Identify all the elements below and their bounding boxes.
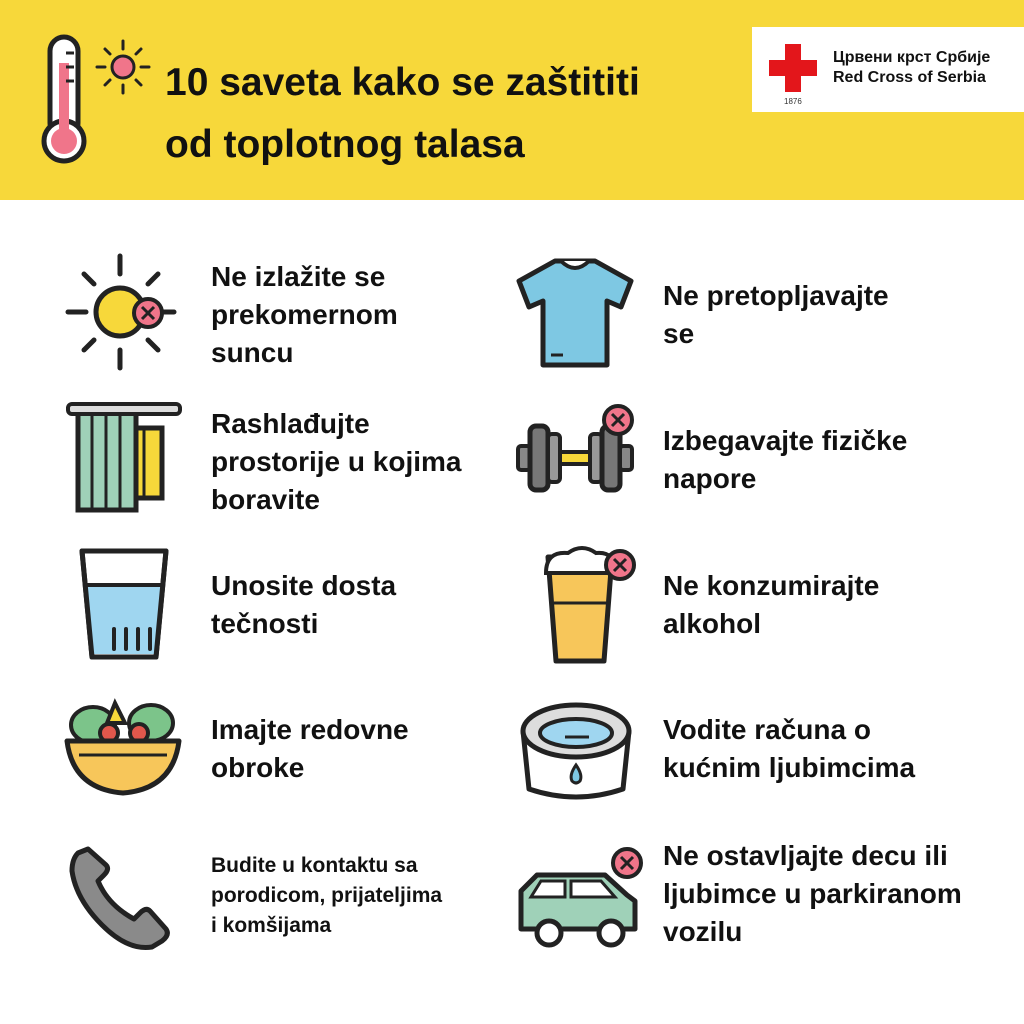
tip-meals-line-2: obroke (211, 752, 305, 783)
tip-water-line-1: Unosite dosta (211, 570, 397, 601)
tip-pets (663, 711, 915, 787)
red-cross-logo (752, 27, 1024, 112)
tip-sun-line-2: prekomernom (211, 299, 398, 330)
tip-water (211, 567, 396, 643)
tip-clothes-line-2: se (663, 318, 695, 349)
tip-car (663, 837, 962, 951)
dumbbell-x-icon (516, 402, 638, 497)
tip-alcohol-line-1: Ne konzumirajte (663, 570, 880, 601)
tip-contact (211, 851, 442, 941)
title-line-1: 10 saveta kako se zaštititi (165, 61, 640, 104)
tip-contact-line-1: Budite u kontaktu sa (211, 854, 418, 877)
header-banner (0, 0, 1024, 200)
tip-sun (211, 258, 398, 372)
title-line-2: od toplotnog talasa (165, 123, 525, 166)
tip-car-line-2: ljubimce u parkiranom (663, 878, 962, 909)
logo-name-cyrillic: Црвени крст Србије (833, 49, 991, 66)
tip-sun-line-1: Ne izlažite se (211, 261, 386, 292)
tip-rooms-line-2: prostorije u kojima (211, 446, 462, 477)
tip-alcohol (663, 567, 879, 643)
tip-exercise-line-1: Izbegavajte fizičke (663, 425, 908, 456)
tip-contact-line-2: porodicom, prijateljima (211, 884, 443, 907)
tip-exercise (663, 422, 907, 498)
tip-water-line-2: tečnosti (211, 608, 319, 639)
thermometer-icon (36, 33, 92, 168)
page-title (165, 52, 640, 176)
tip-rooms-line-1: Rashlađujte (211, 408, 370, 439)
car-x-icon (515, 845, 645, 951)
tip-clothes-line-1: Ne pretopljavajte (663, 280, 889, 311)
sun-icon (94, 38, 152, 96)
tip-pets-line-1: Vodite računa o (663, 714, 871, 745)
salad-bowl-icon (63, 693, 183, 801)
tip-car-line-3: vozilu (663, 916, 743, 947)
tip-contact-line-3: i komšijama (211, 914, 332, 937)
tip-exercise-line-2: napore (663, 463, 757, 494)
beer-x-icon (538, 543, 638, 665)
tip-rooms (211, 405, 462, 519)
tip-car-line-1: Ne ostavljajte decu ili (663, 840, 948, 871)
tip-meals-line-1: Imajte redovne (211, 714, 409, 745)
tshirt-icon (515, 255, 635, 370)
water-glass-icon (76, 545, 172, 663)
logo-year: 1876 (784, 97, 802, 106)
tip-pets-line-2: kućnim ljubimcima (663, 752, 916, 783)
red-cross-icon (769, 44, 817, 92)
phone-icon (68, 843, 172, 951)
pet-bowl-icon (517, 697, 635, 805)
tip-sun-line-3: suncu (211, 337, 294, 368)
tip-alcohol-line-2: alkohol (663, 608, 762, 639)
tip-rooms-line-3: boravite (211, 484, 320, 515)
tip-meals (211, 711, 409, 787)
sun-x-icon (62, 252, 182, 372)
logo-name-latin: Red Cross of Serbia (833, 69, 986, 86)
tip-clothes (663, 277, 889, 353)
curtains-icon (66, 400, 184, 518)
